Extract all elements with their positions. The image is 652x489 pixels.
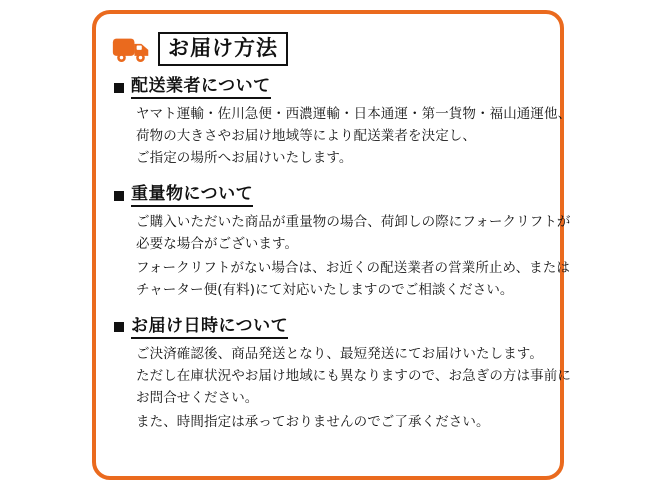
text-line: ご購入いただいた商品が重量物の場合、荷卸しの際にフォークリフトが: [136, 214, 571, 231]
section-carrier-title: 配送業者について: [131, 76, 271, 99]
text-line: ご指定の場所へお届けいたします。: [136, 150, 353, 167]
text-line: また、時間指定は承っておりませんのでご了承ください。: [136, 413, 490, 430]
panel-header: [112, 32, 288, 66]
section-carrier-header: [114, 76, 546, 99]
section-delivery-datetime-header: [114, 316, 546, 339]
text-line: ただし在庫状況やお届け地域にも異なりますので、お急ぎの方は事前に: [136, 368, 571, 385]
section-carrier: [114, 76, 572, 170]
text-line: 荷物の大きさやお届け地域等により配送業者を決定し、: [136, 128, 476, 145]
text-line: ご決済確認後、商品発送となり、最短発送にてお届けいたします。: [136, 346, 543, 363]
section-heavy-goods-title: 重量物について: [131, 184, 253, 207]
section-heavy-goods-body: [114, 212, 571, 301]
panel-body: [114, 76, 572, 448]
delivery-info-panel: [92, 10, 572, 480]
square-bullet-icon: [114, 83, 124, 93]
section-delivery-datetime-body: [114, 344, 571, 433]
delivery-truck-icon: [112, 33, 150, 65]
text-line: チャーター便(有料)にて対応いたしますのでご相談ください。: [136, 281, 514, 298]
section-heavy-goods-header: [114, 184, 546, 207]
section-delivery-datetime: [114, 315, 571, 434]
text-line: フォークリフトがない場合は、お近くの配送業者の営業所止め、または: [136, 260, 570, 277]
section-carrier-body: [114, 104, 572, 170]
section-delivery-datetime-title: お届け日時について: [131, 316, 288, 339]
square-bullet-icon: [114, 322, 124, 332]
text-line: 必要な場合がございます。: [136, 236, 299, 253]
square-bullet-icon: [114, 191, 124, 201]
section-heavy-goods: [114, 183, 571, 302]
text-line: ヤマト運輸・佐川急便・西濃運輸・日本通運・第一貨物・福山通運他、: [136, 106, 572, 123]
panel-title: お届け方法: [158, 32, 288, 66]
text-line: お問合せください。: [136, 389, 259, 406]
